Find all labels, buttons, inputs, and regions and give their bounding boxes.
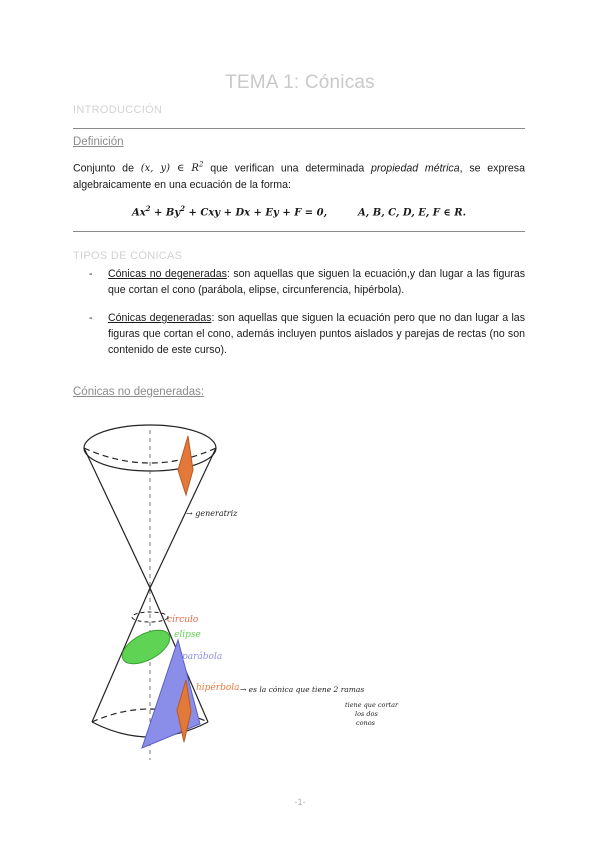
note-dos-ramas: → es la cónica que tiene 2 ramas (240, 685, 365, 694)
definition-heading: Definición (73, 136, 124, 148)
note-line-2: tiene que cortar (345, 701, 399, 709)
figure-heading: Cónicas no degeneradas: (73, 386, 205, 398)
definition-math: (x, y) ∈ $R^2$ (140, 161, 204, 175)
section-heading-tipos: TIPOS DE CÓNICAS (73, 250, 183, 262)
generatrix-left-upper (84, 448, 150, 588)
definition-text-c: , se expresa algebraicamente en una ecuación de la forma: (73, 162, 525, 192)
label-circulo: círculo (167, 615, 199, 625)
label-hiperbola: hipérbola (196, 683, 240, 693)
general-conic-equation: $Ax^2 + By^2$ + Cxy + Dx + Ey + F = 0, A, B, C, D, E, F ∈ R. (131, 204, 467, 219)
note-line-4: conos (356, 719, 375, 727)
label-parabola: parábola (182, 652, 223, 662)
definition-text-a: Conjunto de (73, 162, 134, 175)
formula-coefficients: A, B, C, D, E, F ∈ R. (358, 207, 467, 219)
term-degeneradas: Cónicas degeneradas (108, 312, 212, 324)
ellipse-section (117, 623, 175, 670)
page-number: -1- (294, 797, 306, 807)
desc-degeneradas: : son aquellas que siguen la ecuación pero que no dan lugar a las figuras que cortan el cono, además incluyen puntos aislados y parejas de rectas (no son contenido de este curso). (108, 312, 525, 356)
definition-text-b: que verifican una determinada (210, 162, 365, 175)
term-no-degeneradas: Cónicas no degeneradas (108, 268, 227, 280)
hyperbola-upper-branch (178, 436, 193, 495)
label-elipse: elipse (174, 630, 201, 640)
label-generatriz: → generatriz (186, 509, 238, 518)
list-dash: - (89, 312, 93, 324)
section-heading-introduccion: INTRODUCCIÓN (73, 104, 163, 116)
page-title: TEMA 1: Cónicas (225, 72, 375, 93)
desc-no-degeneradas: : son aquellas que siguen la ecuación,y dan lugar a las figuras que cortan el cono (parábola, elipse, circunferencia, hipérbola). (108, 268, 526, 296)
list-dash: - (89, 268, 93, 280)
note-line-3: los dos (355, 710, 378, 718)
definition-emphasis: propiedad métrica (371, 162, 460, 175)
